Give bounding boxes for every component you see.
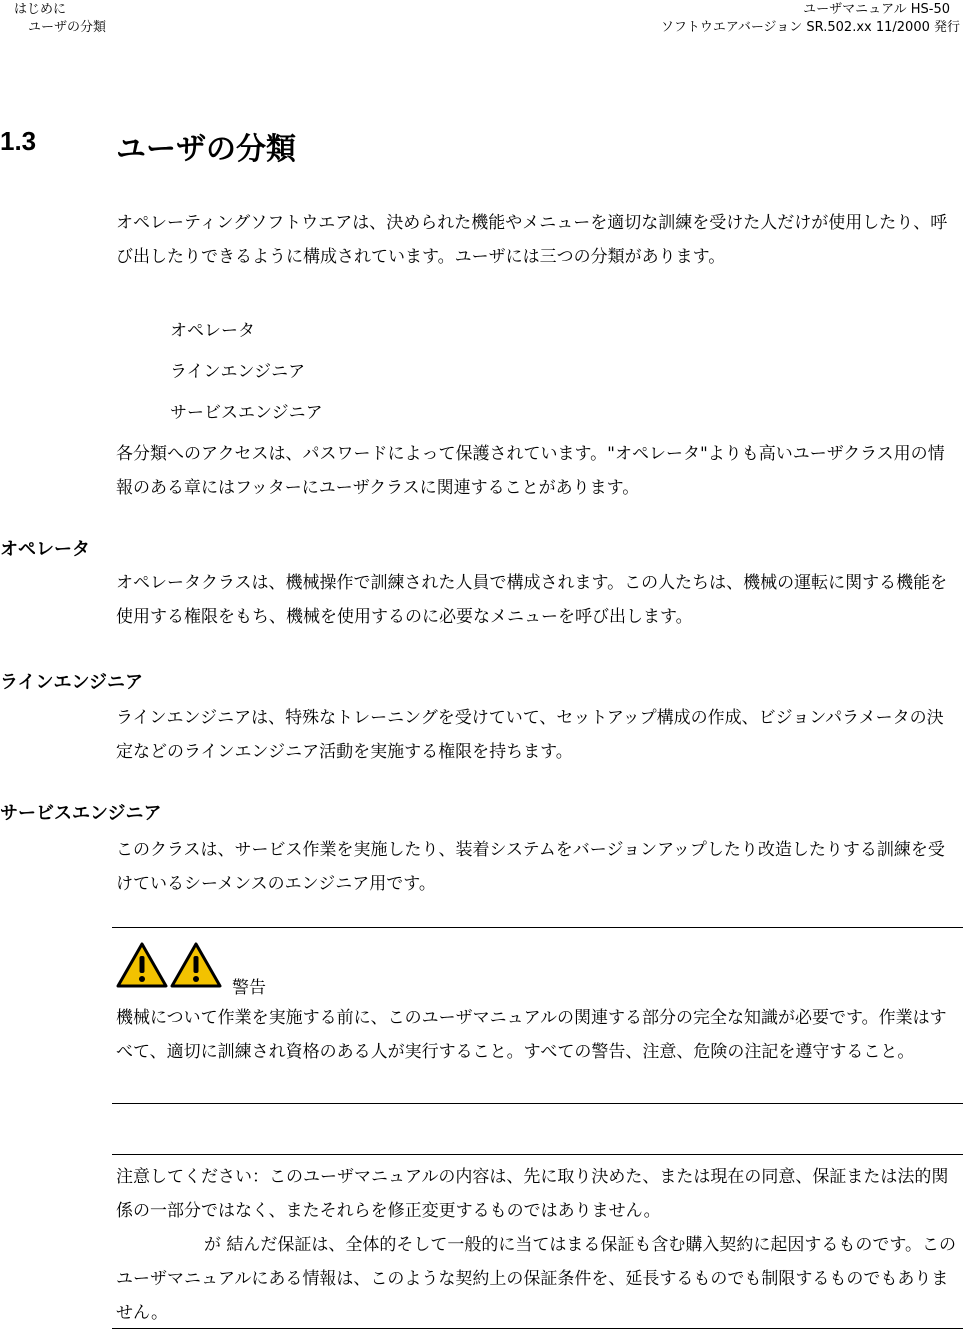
warning-triangle-icon xyxy=(170,941,222,989)
class-item-service-engineer: サービスエンジニア xyxy=(170,403,323,423)
notice-paragraph-2-wrap xyxy=(116,1228,958,1330)
line-engineer-heading: ラインエンジニア xyxy=(0,672,144,693)
header-version: ソフトウエアバージョン SR.502.xx 11/2000 発行 xyxy=(660,20,960,35)
warning-label: 警告 xyxy=(232,978,266,998)
service-engineer-paragraph: このクラスは、サービス作業を実施したり、装着システムをバージョンアップしたり改造したりする訓練を受けているシーメンスのエンジニア用です。 xyxy=(116,840,945,894)
section-title: ユーザの分類 xyxy=(116,132,296,167)
warning-icons xyxy=(116,941,224,991)
section-number: 1.3 xyxy=(0,126,37,156)
warning-triangle-icon xyxy=(116,941,168,989)
header-manual-title: ユーザマニュアル HS-50 xyxy=(803,2,950,17)
notice-paragraph-1: 注意してください：このユーザマニュアルの内容は、先に取り決めた、または現在の同意、保証または法的関係の一部分ではなく、またそれらを修正変更するものではありません。 xyxy=(116,1167,949,1221)
notice-block xyxy=(116,1160,958,1330)
notice-bottom-rule xyxy=(112,1328,963,1329)
operator-heading: オペレータ xyxy=(0,539,90,560)
operator-paragraph: オペレータクラスは、機械操作で訓練された人員で構成されます。この人たちは、機械の運転に関する機能を使用する権限をもち、機械を使用するのに必要なメニューを呼び出します。 xyxy=(116,573,948,627)
header-chapter: はじめに xyxy=(14,2,67,17)
warning-bottom-rule xyxy=(112,1103,963,1104)
class-item-line-engineer: ラインエンジニア xyxy=(170,362,306,382)
notice-paragraph-2: が 結んだ保証は、全体的そして一般的に当てはまる保証も含む購入契約に起因するものです。このユーザマニュアルにある情報は、このような契約上の保証条件を、延長するものでも制限するものでもありません。 xyxy=(116,1235,957,1323)
service-engineer-heading: サービスエンジニア xyxy=(0,803,162,824)
warning-top-rule xyxy=(112,927,963,928)
class-item-operator: オペレータ xyxy=(170,321,255,341)
access-paragraph: 各分類へのアクセスは、パスワードによって保護されています。"オペレータ"よりも高いユーザクラス用の情報のある章にはフッターにユーザクラスに関連することがあります。 xyxy=(116,444,945,498)
notice-top-rule xyxy=(112,1154,963,1155)
header-section: ユーザの分類 xyxy=(28,20,107,35)
intro-paragraph: オペレーティングソフトウエアは、決められた機能やメニューを適切な訓練を受けた人だけが使用したり、呼び出したりできるように構成されています。ユーザには三つの分類があります。 xyxy=(116,213,948,267)
warning-paragraph: 機械について作業を実施する前に、このユーザマニュアルの関連する部分の完全な知識が必要です。作業はすべて、適切に訓練され資格のある人が実行すること。すべての警告、注意、危険の注記を遵守すること。 xyxy=(116,1008,947,1062)
line-engineer-paragraph: ラインエンジニアは、特殊なトレーニングを受けていて、セットアップ構成の作成、ビジョンパラメータの決定などのラインエンジニア活動を実施する権限を持ちます。 xyxy=(116,708,944,762)
